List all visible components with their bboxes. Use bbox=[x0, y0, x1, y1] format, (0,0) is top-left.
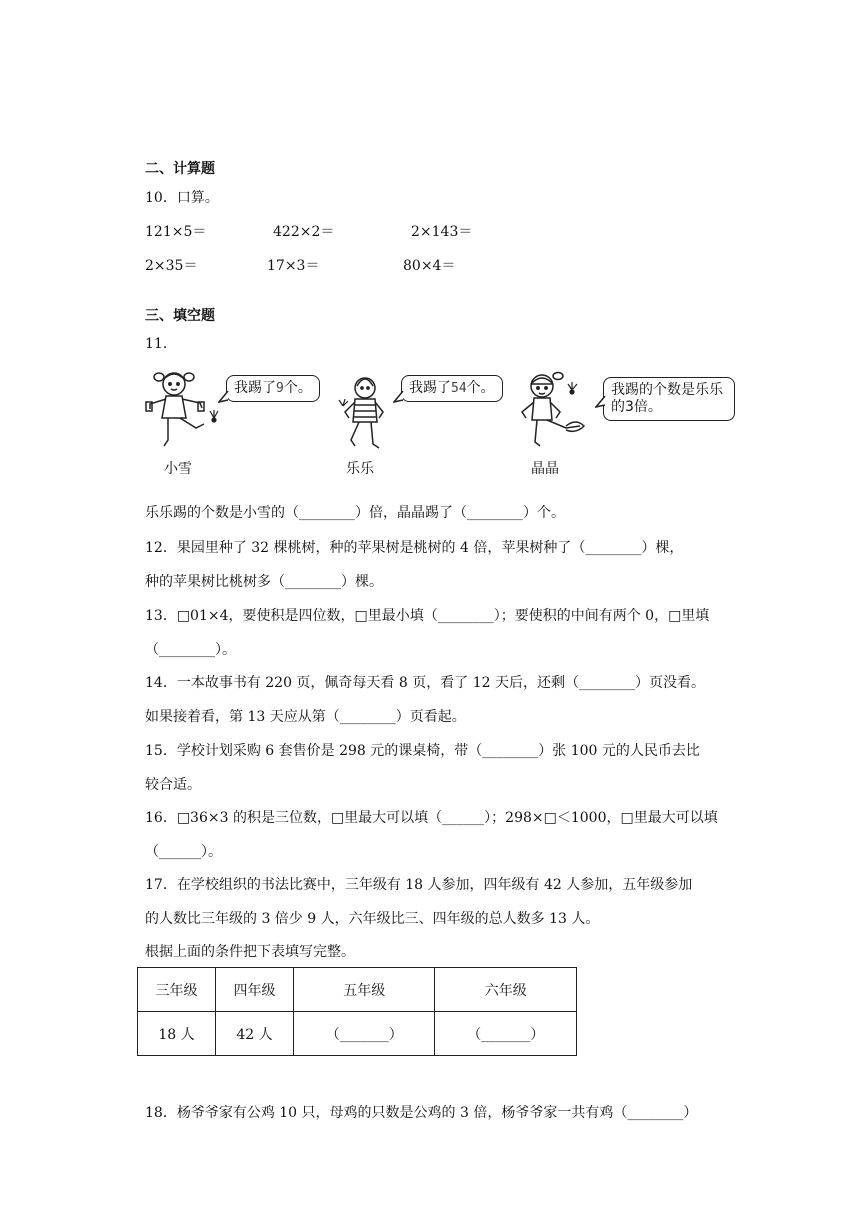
speech-text: 我踢了 bbox=[409, 380, 451, 396]
speech-text: 的3倍。 bbox=[611, 399, 662, 415]
table-header-cell: 六年级 bbox=[435, 968, 577, 1012]
table-cell: 42 人 bbox=[216, 1012, 294, 1056]
speech-text: 我踢的个数是乐乐 bbox=[611, 382, 723, 398]
question-18-line: 18．杨爷爷家有公鸡 10 只，母鸡的只数是公鸡的 3 倍，杨爷爷家一共有鸡（________） bbox=[145, 1105, 698, 1121]
question-12-line: 种的苹果树比桃树多（________）棵。 bbox=[145, 574, 383, 590]
question-14-line: 如果接着看，第 13 天应从第（________）页看起。 bbox=[145, 709, 466, 725]
speech-bubble-xiaoxue bbox=[226, 375, 320, 402]
question-10-label: 10．口算。 bbox=[145, 190, 219, 206]
figure-name-jingjing: 晶晶 bbox=[531, 461, 559, 477]
boy-kicking-figure-lele bbox=[337, 372, 393, 454]
speech-bubble-jingjing bbox=[603, 377, 735, 421]
question-17-line: 的人数比三年级的 3 倍少 9 人，六年级比三、四年级的总人数多 13 人。 bbox=[145, 911, 600, 927]
speech-number: 9 bbox=[276, 381, 284, 396]
table-header-cell: 三年级 bbox=[138, 968, 216, 1012]
calc-item: 2×35＝ bbox=[145, 258, 198, 274]
speech-tail bbox=[218, 391, 230, 405]
calc-item: 422×2＝ bbox=[273, 224, 335, 240]
calc-item: 121×5＝ bbox=[145, 224, 207, 240]
grade-participants-table bbox=[137, 967, 577, 1056]
question-13-line: （________）。 bbox=[145, 642, 236, 658]
question-17-line: 根据上面的条件把下表填写完整。 bbox=[145, 944, 355, 960]
table-row bbox=[138, 968, 577, 1012]
table-cell-blank: （_______） bbox=[294, 1012, 435, 1056]
calc-item: 80×4＝ bbox=[403, 258, 456, 274]
question-13-line: 13．□01×4，要使积是四位数，□里最小填（________）；要使积的中间有两个 0，□里填 bbox=[145, 608, 710, 624]
table-header-cell: 四年级 bbox=[216, 968, 294, 1012]
question-12-line: 12．果园里种了 32 棵桃树，种的苹果树是桃树的 4 倍，苹果树种了（________）棵， bbox=[145, 540, 684, 556]
question-11-text: 乐乐踢的个数是小雪的（________）倍，晶晶踢了（________）个。 bbox=[145, 505, 565, 521]
section-heading-calc: 二、计算题 bbox=[145, 161, 215, 177]
question-15-line: 15．学校计划采购 6 套售价是 298 元的课桌椅，带（________）张 100 元的人民币去比 bbox=[145, 743, 700, 759]
question-16-line: 16．□36×3 的积是三位数，□里最大可以填（______）；298×□＜1000，□里最大可以填 bbox=[145, 810, 718, 826]
speech-bubble-lele bbox=[401, 375, 503, 402]
question-17-line: 17．在学校组织的书法比赛中，三年级有 18 人参加，四年级有 42 人参加，五年级参加 bbox=[145, 877, 693, 893]
question-14-line: 14．一本故事书有 220 页，佩奇每天看 8 页，看了 12 天后，还剩（________）页没看。 bbox=[145, 675, 705, 691]
table-cell: 18 人 bbox=[138, 1012, 216, 1056]
question-11-label: 11． bbox=[145, 336, 177, 352]
table-cell-blank: （_______） bbox=[435, 1012, 577, 1056]
question-16-line: （______）。 bbox=[145, 844, 222, 860]
figure-name-lele: 乐乐 bbox=[346, 461, 374, 477]
speech-text: 我踢了 bbox=[234, 380, 276, 396]
calc-item: 2×143＝ bbox=[411, 224, 473, 240]
table-header-cell: 五年级 bbox=[294, 968, 435, 1012]
girl-kicking-figure-xiaoxue bbox=[142, 366, 222, 454]
figure-name-xiaoxue: 小雪 bbox=[164, 461, 192, 477]
section-heading-fill: 三、填空题 bbox=[145, 308, 215, 324]
calc-item: 17×3＝ bbox=[267, 258, 320, 274]
speech-text: 个。 bbox=[283, 380, 312, 396]
speech-text: 个。 bbox=[466, 380, 495, 396]
speech-number: 54 bbox=[451, 381, 467, 396]
girl-kicking-figure-jingjing bbox=[514, 368, 594, 454]
table-row bbox=[138, 1012, 577, 1056]
speech-tail bbox=[393, 391, 405, 405]
question-15-line: 较合适。 bbox=[145, 777, 201, 793]
speech-tail bbox=[595, 396, 607, 410]
